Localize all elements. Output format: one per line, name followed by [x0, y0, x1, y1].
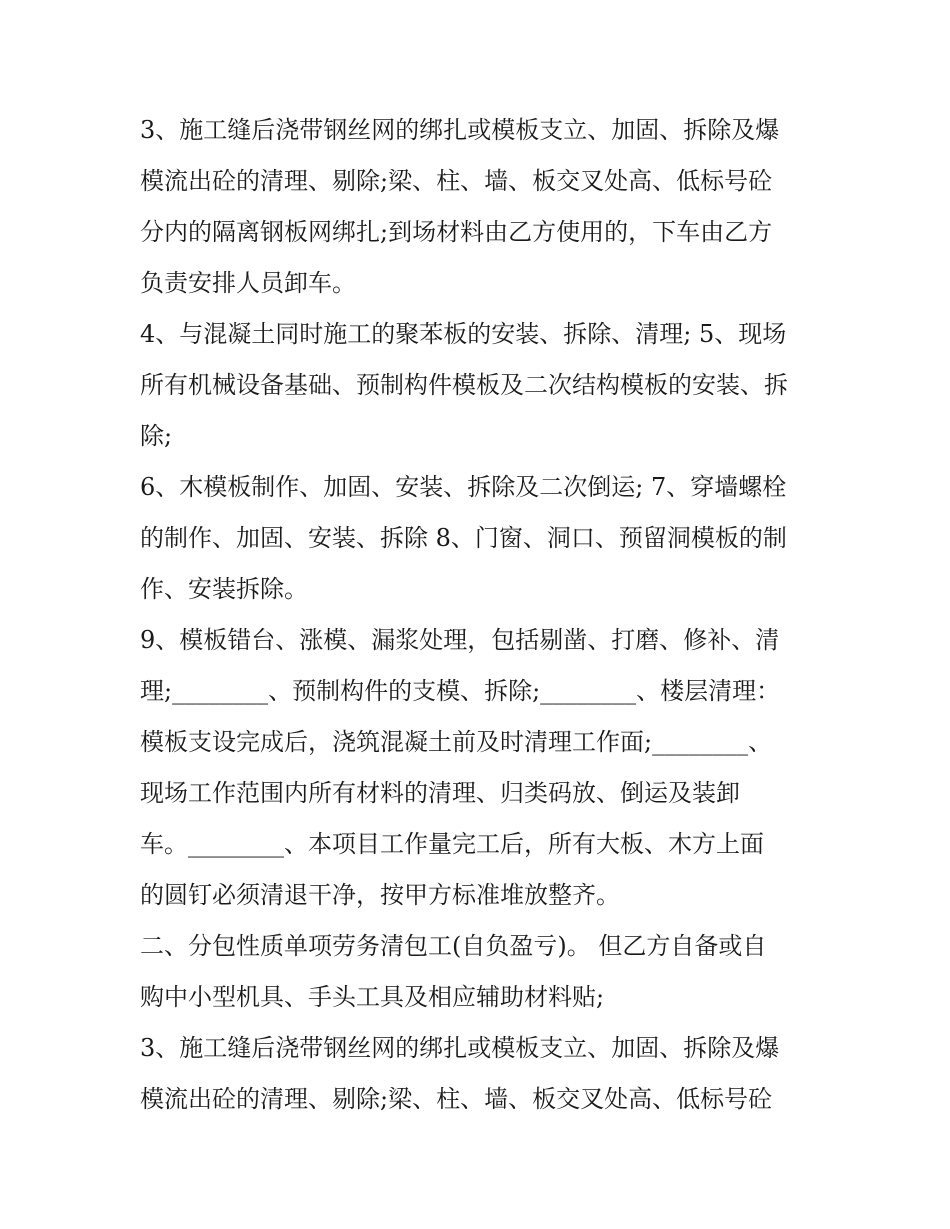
text-line: 二、分包性质单项劳务清包工(自负盈亏)。 但乙方自备或自: [140, 932, 767, 960]
text-line: 理;________、预制构件的支模、拆除;________、楼层清理：: [140, 677, 781, 705]
text-line: 作、安装拆除。: [140, 575, 308, 603]
text-line: 购中小型机具、手头工具及相应辅助材料贴;: [140, 983, 605, 1011]
text-line: 现场工作范围内所有材料的清理、归类码放、倒运及装卸: [140, 779, 740, 807]
text-line: 4、与混凝土同时施工的聚苯板的安装、拆除、清理; 5、现场: [140, 320, 787, 348]
text-line: 模流出砼的清理、剔除;梁、柱、墙、板交叉处高、低标号砼: [140, 1085, 773, 1113]
text-line: 的制作、加固、安装、拆除 8、门窗、洞口、预留洞模板的制: [140, 524, 787, 552]
text-line: 负责安排人员卸车。: [140, 269, 356, 297]
text-line: 的圆钉必须清退干净，按甲方标准堆放整齐。: [140, 881, 620, 909]
text-line: 9、模板错台、涨模、漏浆处理，包括剔凿、打磨、修补、清: [140, 626, 780, 654]
text-line: 3、施工缝后浇带钢丝网的绑扎或模板支立、加固、拆除及爆: [140, 1034, 780, 1062]
text-line: 6、木模板制作、加固、安装、拆除及二次倒运; 7、穿墙螺栓: [140, 473, 787, 501]
text-line: 模流出砼的清理、剔除;梁、柱、墙、板交叉处高、低标号砼: [140, 167, 773, 195]
text-line: 模板支设完成后，浇筑混凝土前及时清理工作面;________、: [140, 728, 773, 756]
text-line: 除;: [140, 422, 173, 450]
document-body: [140, 105, 830, 1125]
text-line: 所有机械设备基础、预制构件模板及二次结构模板的安装、拆: [140, 371, 788, 399]
text-line: 分内的隔离钢板网绑扎;到场材料由乙方使用的，下车由乙方: [140, 218, 773, 246]
text-line: 3、施工缝后浇带钢丝网的绑扎或模板支立、加固、拆除及爆: [140, 116, 780, 144]
text-line: 车。________、本项目工作量完工后，所有大板、木方上面: [140, 830, 764, 858]
